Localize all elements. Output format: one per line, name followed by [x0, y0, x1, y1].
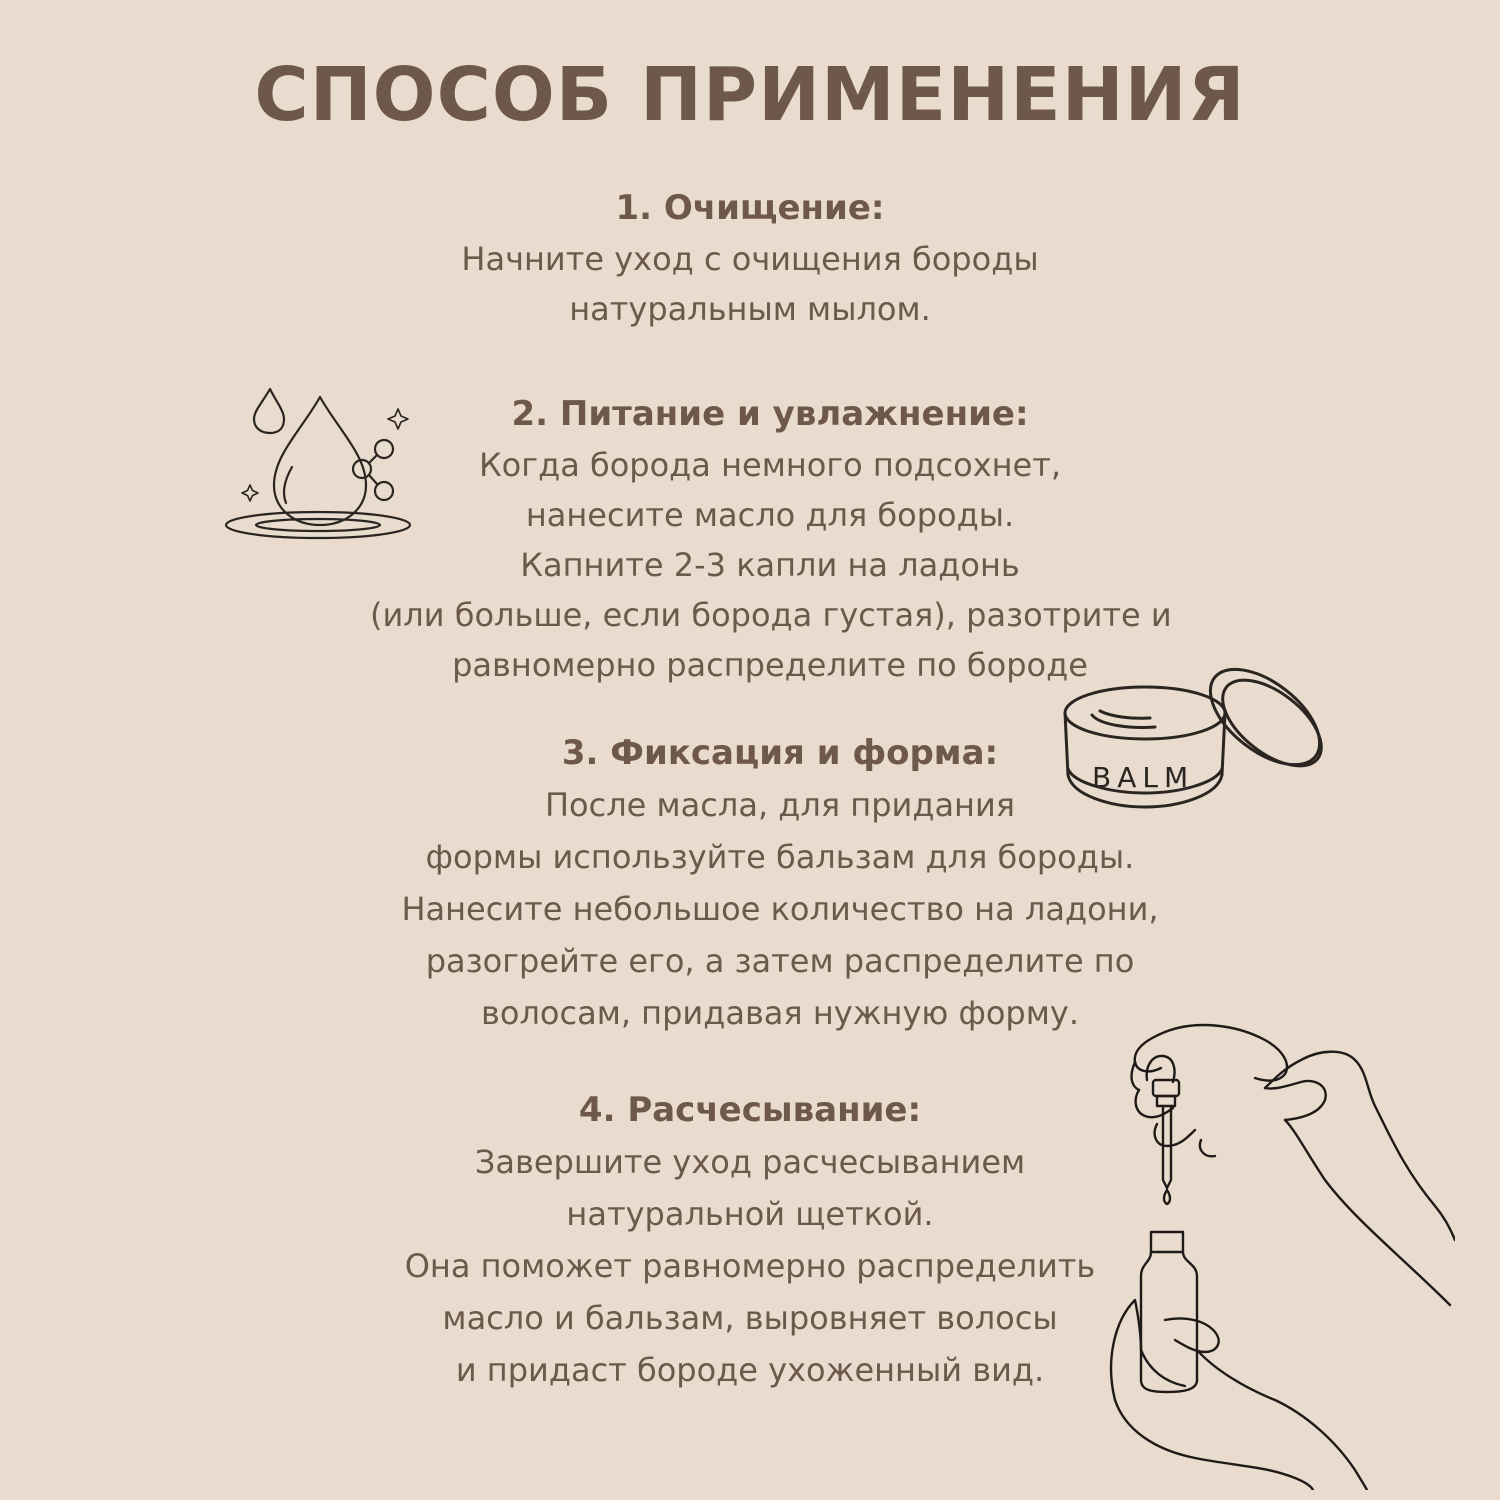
- step-text-line: Она поможет равномерно распределить: [404, 1247, 1096, 1285]
- step-cleansing: [350, 182, 1150, 334]
- step-text-line: Завершите уход расчесыванием: [474, 1143, 1026, 1181]
- balm-label: BALM: [1092, 761, 1195, 794]
- step-text-line: Начните уход с очищения бороды: [461, 240, 1039, 278]
- step-text-line: равномерно распределите по бороде: [452, 646, 1088, 684]
- hands-dropper-icon: [1105, 1020, 1455, 1490]
- step-text-line: натуральным мылом.: [569, 290, 931, 328]
- step-text-line: (или больше, если борода густая), разотрите и: [370, 596, 1172, 634]
- step-text-line: разогрейте его, а затем распределите по: [425, 942, 1135, 980]
- step-text-line: натуральной щеткой.: [566, 1195, 934, 1233]
- step-text-line: нанесите масло для бороды.: [525, 496, 1015, 534]
- step-text-line: масло и бальзам, выровняет волосы: [442, 1299, 1058, 1337]
- step-heading: 3. Фиксация и форма:: [561, 733, 999, 773]
- step-combing: [350, 1084, 1150, 1396]
- page-title: СПОСОБ ПРИМЕНЕНИЯ: [254, 52, 1246, 138]
- step-text-line: После масла, для придания: [544, 786, 1016, 824]
- step-text-line: Капните 2-3 капли на ладонь: [520, 546, 1020, 584]
- step-text-line: формы используйте бальзам для бороды.: [425, 838, 1135, 876]
- step-text-line: и придаст бороде ухоженный вид.: [455, 1351, 1045, 1389]
- balm-jar-icon: [1060, 665, 1335, 815]
- step-text-line: волосам, придавая нужную форму.: [481, 994, 1079, 1032]
- step-heading: 2. Питание и увлажнение:: [511, 394, 1029, 434]
- water-drop-icon: [222, 385, 422, 545]
- step-nourishing: [370, 388, 1170, 690]
- step-text-line: Нанесите небольшое количество на ладони,: [401, 890, 1159, 928]
- step-heading: 4. Расчесывание:: [578, 1090, 922, 1130]
- step-heading: 1. Очищение:: [615, 188, 885, 228]
- step-text-line: Когда борода немного подсохнет,: [478, 446, 1062, 484]
